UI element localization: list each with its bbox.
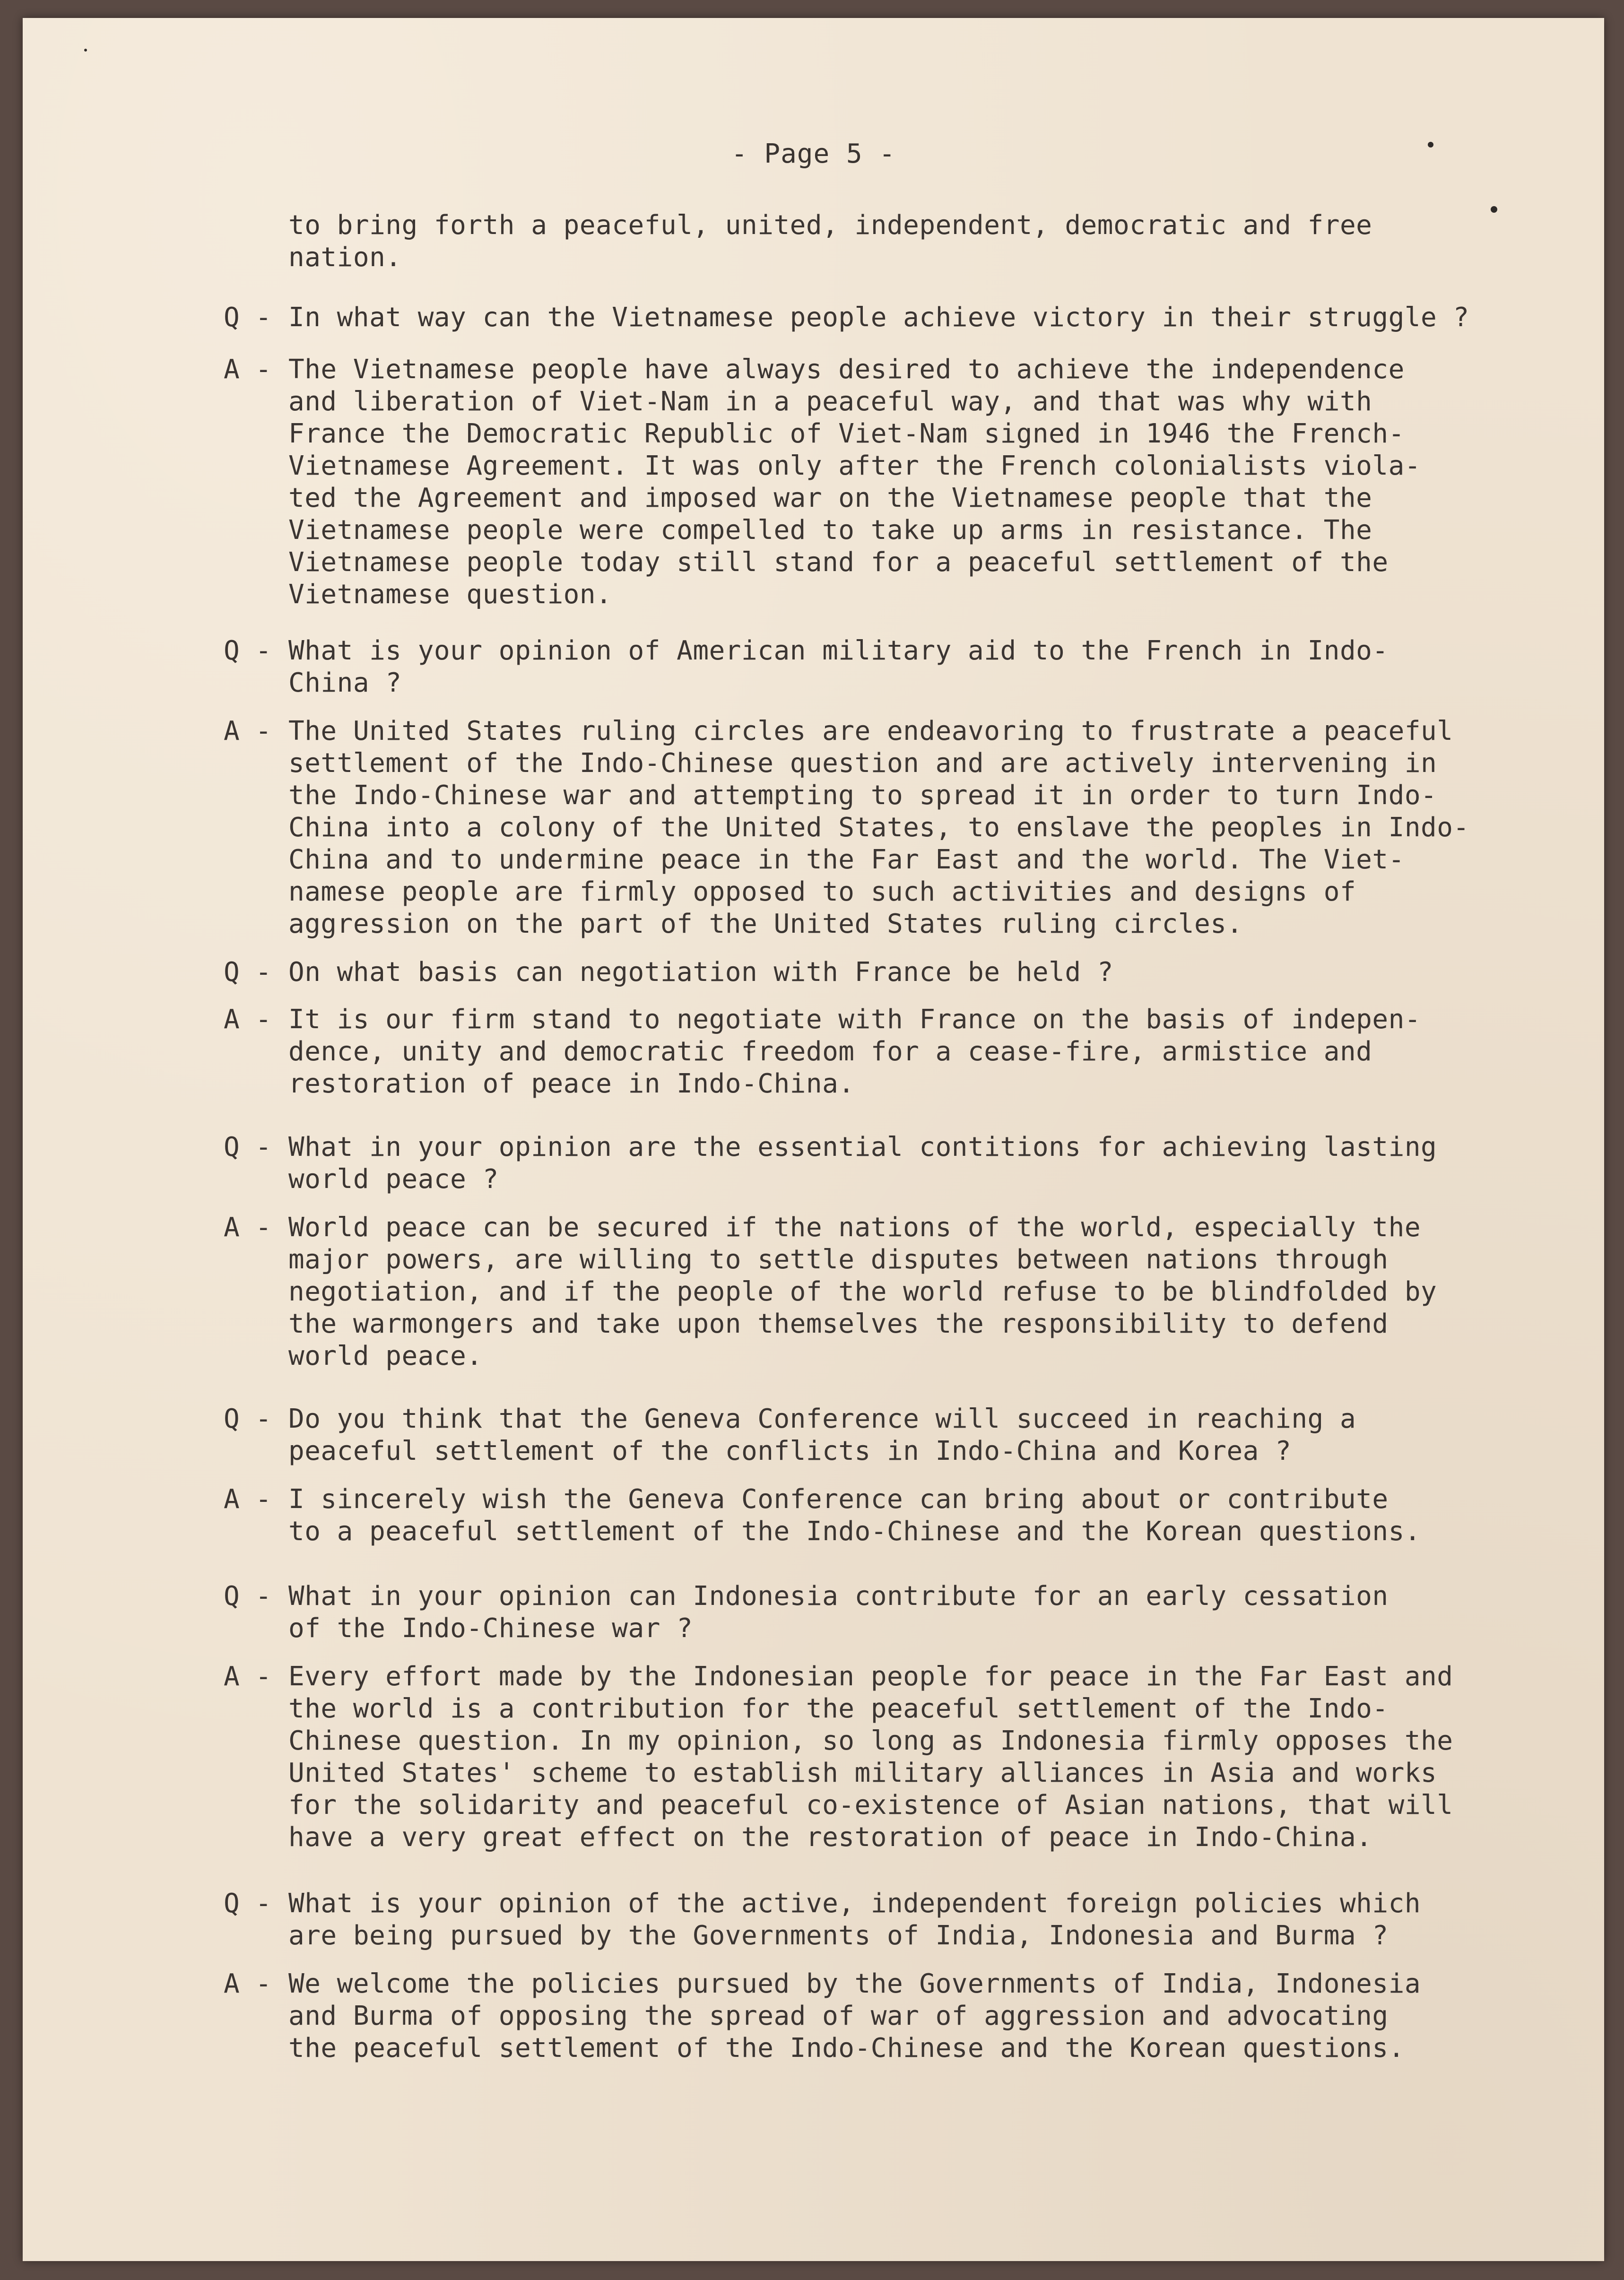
answer-line: Vietnamese question. xyxy=(288,579,612,610)
question-label: Q - xyxy=(224,1404,272,1434)
answer-label: A - xyxy=(224,354,272,385)
question-label: Q - xyxy=(224,1581,272,1612)
question-line: are being pursued by the Governments of India, Indonesia and Burma ? xyxy=(288,1920,1389,1951)
answer-line: namese people are firmly opposed to such activities and designs of xyxy=(288,876,1356,907)
answer-label: A - xyxy=(224,1004,272,1035)
answer-line: The United States ruling circles are endeavoring to frustrate a peaceful xyxy=(288,716,1453,746)
answer-line: negotiation, and if the people of the world refuse to be blindfolded by xyxy=(288,1276,1437,1307)
question-line: China ? xyxy=(288,668,402,698)
answer-line: United States' scheme to establish military alliances in Asia and works xyxy=(288,1758,1437,1788)
answer-label: A - xyxy=(224,716,272,746)
answer-line: the warmongers and take upon themselves the responsibility to defend xyxy=(288,1309,1389,1339)
answer-line: major powers, are willing to settle disputes between nations through xyxy=(288,1244,1389,1275)
answer-line: the peaceful settlement of the Indo-Chinese and the Korean questions. xyxy=(288,2033,1405,2063)
answer-line: Vietnamese Agreement. It was only after the French colonialists viola- xyxy=(288,451,1421,481)
answer-line: and liberation of Viet-Nam in a peaceful way, and that was why with xyxy=(288,386,1372,417)
answer-line: Chinese question. In my opinion, so long as Indonesia firmly opposes the xyxy=(288,1725,1453,1756)
answer-line: China into a colony of the United States, to enslave the peoples in Indo- xyxy=(288,812,1469,843)
answer-line: China and to undermine peace in the Far East and the world. The Viet- xyxy=(288,844,1405,875)
answer-line: and Burma of opposing the spread of war of aggression and advocating xyxy=(288,2001,1389,2031)
question-line: What in your opinion can Indonesia contribute for an early cessation xyxy=(288,1581,1389,1612)
question-label: Q - xyxy=(224,1888,272,1919)
answer-line: Vietnamese people were compelled to take up arms in resistance. The xyxy=(288,515,1372,546)
ink-speck xyxy=(84,49,87,52)
answer-line: Every effort made by the Indonesian people for peace in the Far East and xyxy=(288,1661,1453,1692)
answer-line: We welcome the policies pursued by the Governments of India, Indonesia xyxy=(288,1968,1421,1999)
answer-line: It is our firm stand to negotiate with France on the basis of indepen- xyxy=(288,1004,1421,1035)
answer-line: aggression on the part of the United States ruling circles. xyxy=(288,909,1243,939)
answer-line: I sincerely wish the Geneva Conference can bring about or contribute xyxy=(288,1484,1389,1515)
question-line: world peace ? xyxy=(288,1164,499,1195)
question-label: Q - xyxy=(224,635,272,666)
question-line: On what basis can negotiation with France be held ? xyxy=(288,957,1113,988)
question-line: of the Indo-Chinese war ? xyxy=(288,1613,693,1644)
question-line: peaceful settlement of the conflicts in Indo-China and Korea ? xyxy=(288,1436,1292,1466)
question-line: In what way can the Vietnamese people achieve victory in their struggle ? xyxy=(288,302,1469,333)
question-line: Do you think that the Geneva Conference will succeed in reaching a xyxy=(288,1404,1356,1434)
answer-label: A - xyxy=(224,1484,272,1515)
question-line: What in your opinion are the essential contitions for achieving lasting xyxy=(288,1132,1437,1162)
answer-line: world peace. xyxy=(288,1341,483,1371)
question-line: What is your opinion of the active, independent foreign policies which xyxy=(288,1888,1421,1919)
answer-line: The Vietnamese people have always desired to achieve the independence xyxy=(288,354,1405,385)
answer-line: have a very great effect on the restoration of peace in Indo-China. xyxy=(288,1822,1372,1853)
question-line: What is your opinion of American military aid to the French in Indo- xyxy=(288,635,1389,666)
page-number: - Page 5 - xyxy=(731,139,896,169)
question-label: Q - xyxy=(224,302,272,333)
question-label: Q - xyxy=(224,957,272,988)
question-label: Q - xyxy=(224,1132,272,1162)
ink-speck xyxy=(1428,142,1433,147)
answer-line: World peace can be secured if the nations of the world, especially the xyxy=(288,1212,1421,1243)
document-body xyxy=(23,18,1604,2261)
answer-line: ted the Agreement and imposed war on the Vietnamese people that the xyxy=(288,483,1372,513)
document-page xyxy=(23,18,1604,2261)
answer-label: A - xyxy=(224,1968,272,1999)
answer-line: Vietnamese people today still stand for a peaceful settlement of the xyxy=(288,547,1389,578)
answer-line: France the Democratic Republic of Viet-Nam signed in 1946 the French- xyxy=(288,418,1405,449)
answer-line: to a peaceful settlement of the Indo-Chinese and the Korean questions. xyxy=(288,1516,1421,1547)
answer-label: A - xyxy=(224,1661,272,1692)
answer-line: the Indo-Chinese war and attempting to spread it in order to turn Indo- xyxy=(288,780,1437,811)
answer-line: the world is a contribution for the peaceful settlement of the Indo- xyxy=(288,1693,1389,1724)
answer-line: for the solidarity and peaceful co-existence of Asian nations, that will xyxy=(288,1790,1453,1821)
answer-line: dence, unity and democratic freedom for a cease-fire, armistice and xyxy=(288,1036,1372,1067)
intro-line: nation. xyxy=(288,242,402,273)
answer-line: settlement of the Indo-Chinese question and are actively intervening in xyxy=(288,748,1437,779)
ink-speck xyxy=(1491,206,1497,213)
intro-line: to bring forth a peaceful, united, independent, democratic and free xyxy=(288,210,1372,241)
answer-label: A - xyxy=(224,1212,272,1243)
answer-line: restoration of peace in Indo-China. xyxy=(288,1068,855,1099)
